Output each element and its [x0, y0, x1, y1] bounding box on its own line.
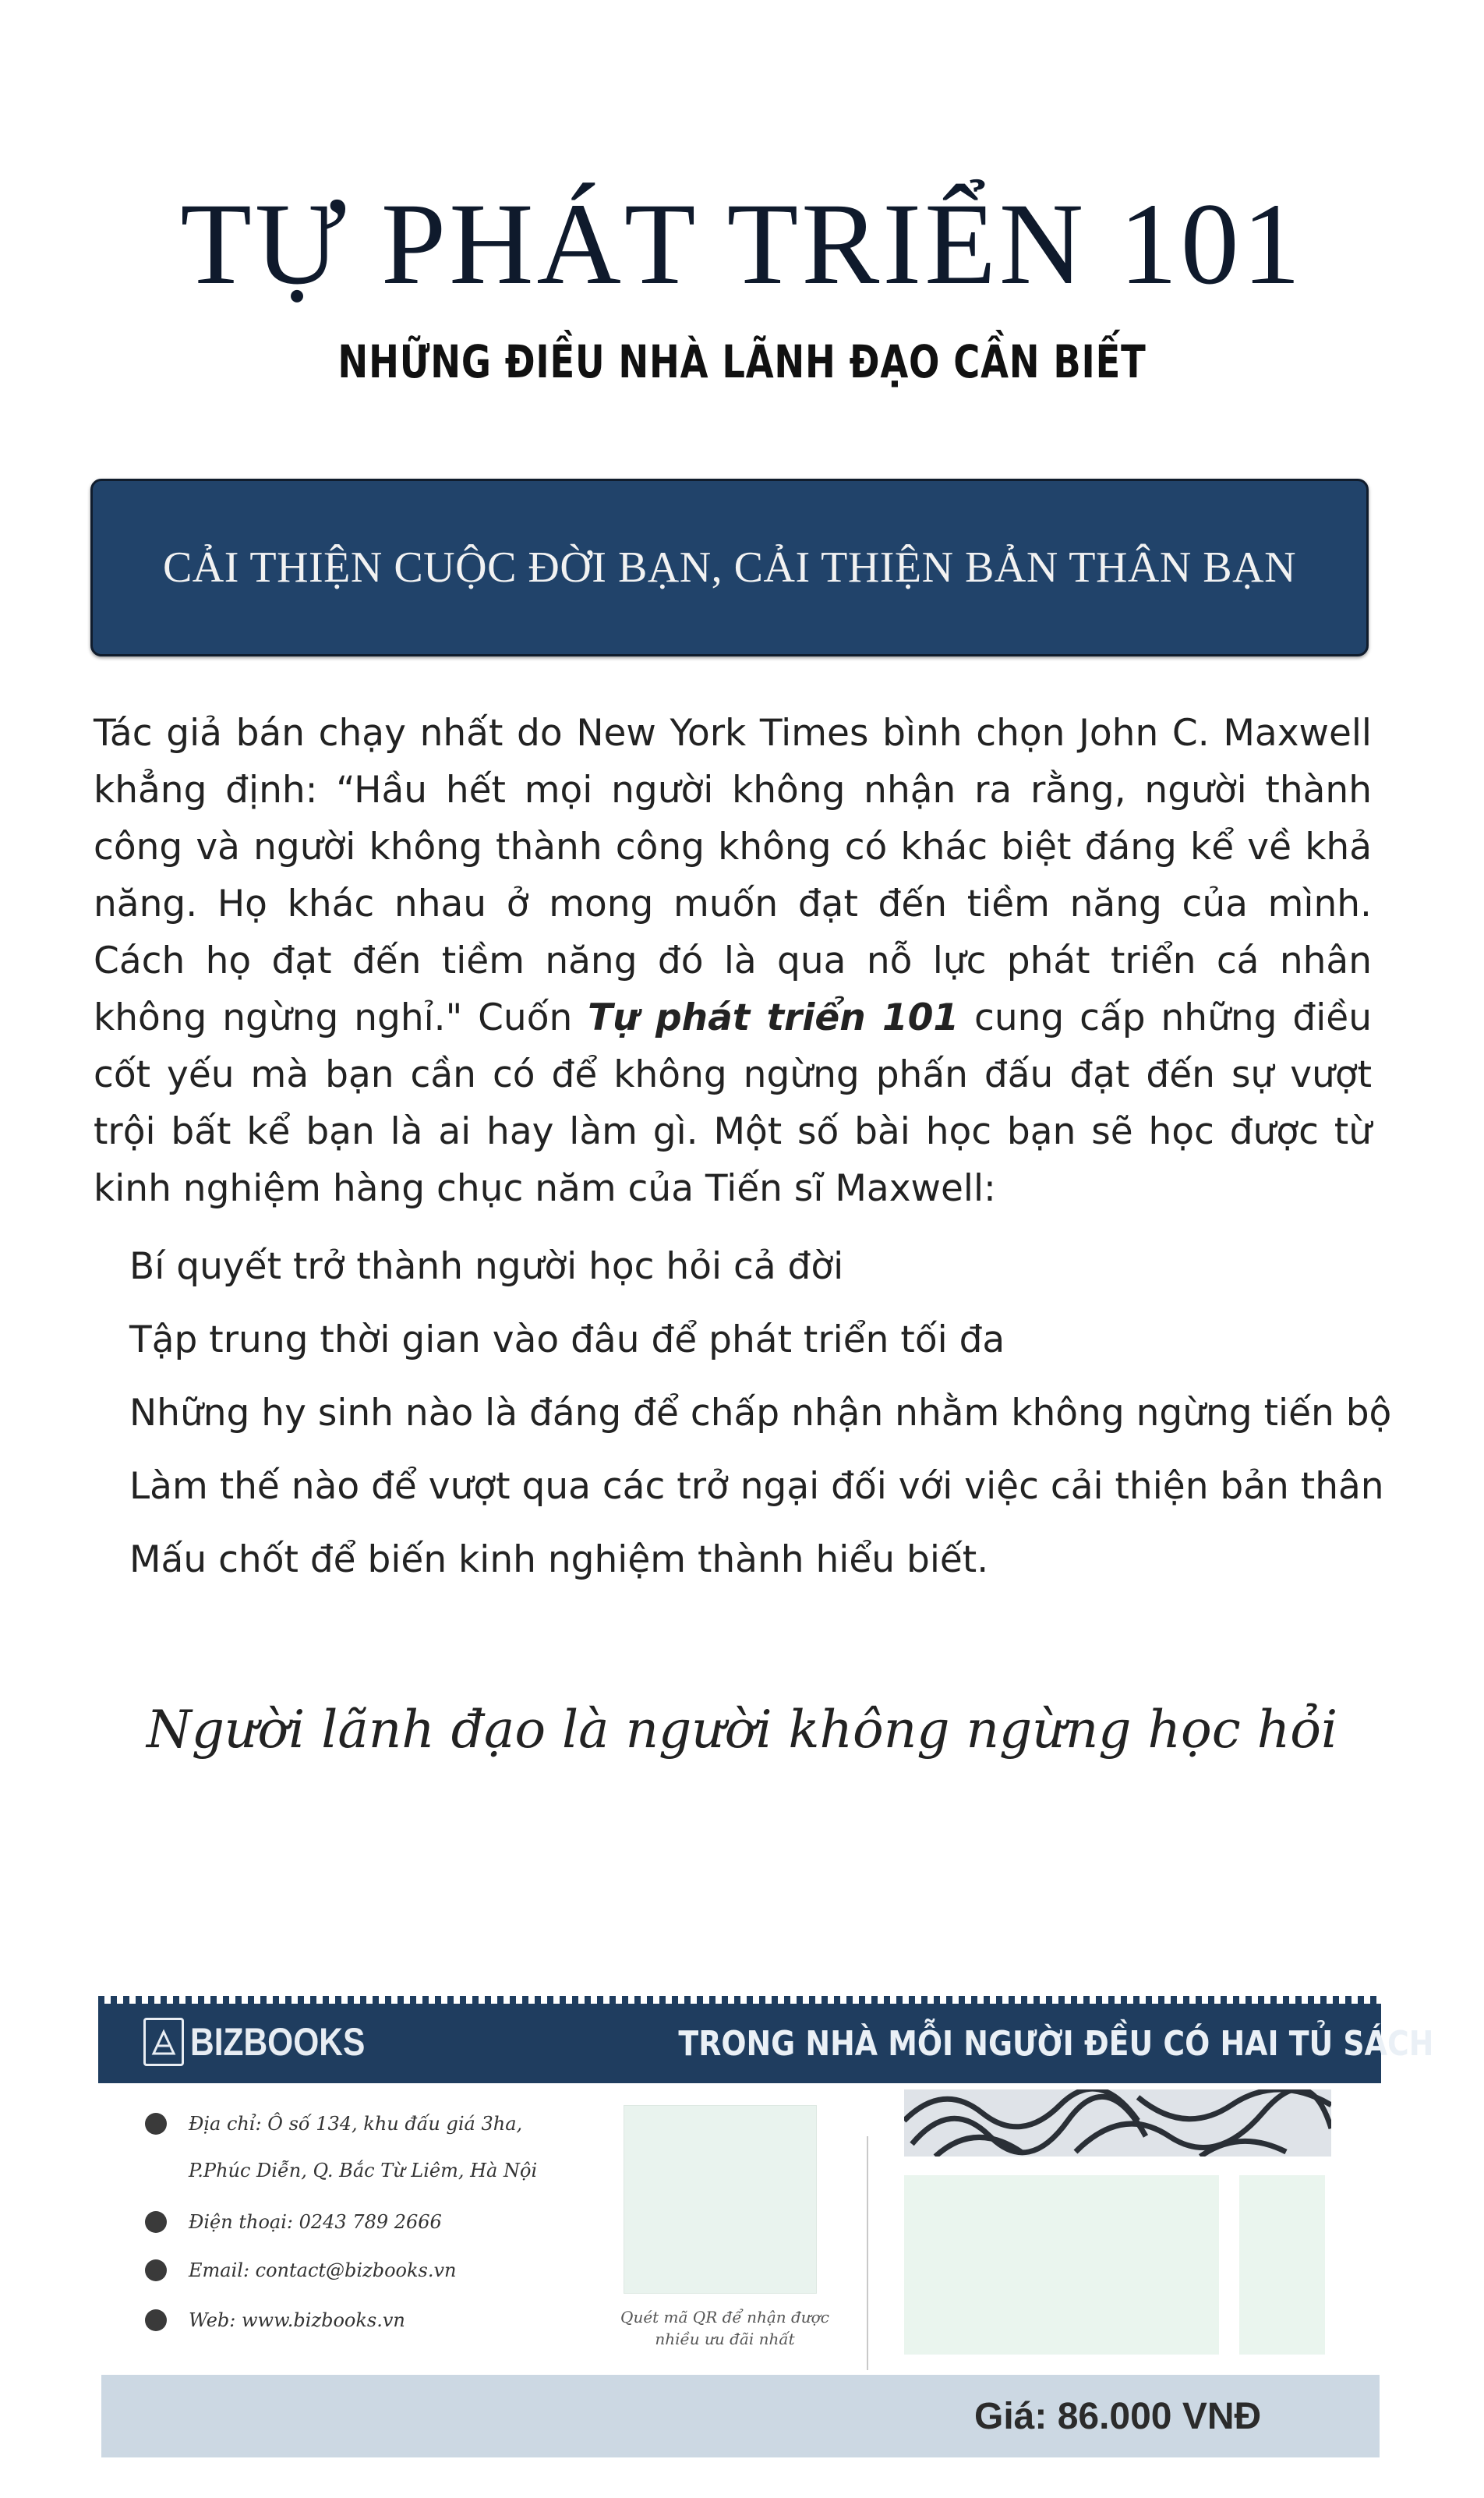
qr-caption: Quét mã QR để nhận được nhiều ưu đãi nhất	[620, 2308, 829, 2348]
footer-divider	[867, 2136, 868, 2370]
description-book-title: Tự phát triển 101	[588, 996, 959, 1039]
bullet-dot-icon	[145, 2309, 167, 2331]
book-title: TỰ PHÁT TRIỂN 101	[180, 179, 1304, 309]
tagline-text: CẢI THIỆN CUỘC ĐỜI BẠN, CẢI THIỆN BẢN THÂN BẠN	[162, 543, 1297, 592]
barcode-addon-placeholder	[1239, 2175, 1325, 2355]
handwritten-quote: Người lãnh đạo là người không ngừng học hỏi	[146, 1700, 1338, 1760]
contact-web	[145, 2309, 405, 2331]
price-label: Giá: 86.000 VNĐ	[974, 2396, 1262, 2437]
publisher-slogan: TRONG NHÀ MỖI NGƯỜI ĐỀU CÓ HAI TỦ SÁCH	[678, 2024, 1434, 2064]
lesson-item: Làm thế nào để vượt qua các trở ngại đối với việc cải thiện bản thân	[129, 1465, 1384, 1508]
description-part-1: Tác giả bán chạy nhất do New York Times bình chọn John C. Maxwell khẳng định: “Hầu hết mọi người không nhận ra rằng, người thành công và người không thành công không có khác biệt đáng kể về khả năng. Họ khác nhau ở mong muốn đạt đến tiềm năng của mình. Cách họ đạt đến tiềm năng đó là qua nỗ lực phát triển cá nhân không ngừng nghỉ." Cuốn	[94, 712, 1372, 1039]
publisher-logo	[143, 2018, 396, 2066]
publisher-name: BIZBOOKS	[190, 2020, 366, 2064]
book-logo-icon	[143, 2018, 184, 2066]
lesson-item: Mấu chốt để biến kinh nghiệm thành hiểu biết.	[129, 1538, 989, 1581]
contact-email	[145, 2259, 457, 2281]
lesson-item: Bí quyết trở thành người học hỏi cả đời	[129, 1245, 844, 1288]
phone-text: Điện thoại: 0243 789 2666	[189, 2211, 442, 2233]
bullet-dot-icon	[145, 2113, 167, 2135]
publisher-strip	[98, 2004, 1434, 2083]
email-text: Email: contact@bizbooks.vn	[189, 2259, 457, 2281]
contact-address-cont	[189, 2160, 537, 2181]
qr-code-placeholder	[624, 2105, 817, 2294]
address-line-1: Địa chỉ: Ô số 134, khu đấu giá 3ha,	[189, 2113, 523, 2135]
lesson-item: Những hy sinh nào là đáng để chấp nhận nhằm không ngừng tiến bộ	[129, 1392, 1392, 1435]
bullet-dot-icon	[145, 2211, 167, 2233]
book-subtitle: NHỮNG ĐIỀU NHÀ LÃNH ĐẠO CẦN BIẾT	[337, 335, 1147, 388]
web-text: Web: www.bizbooks.vn	[189, 2309, 405, 2331]
tagline-banner	[90, 479, 1369, 656]
description-part-2: cung cấp những điều cốt yếu mà bạn cần có để không ngừng phấn đấu đạt đến sự vượt trội bất kể bạn là ai hay làm gì. Một số bài học bạn sẽ học được từ kinh nghiệm hàng chục năm của Tiến sĩ Maxwell:	[94, 996, 1372, 1210]
barcode-placeholder	[904, 2175, 1219, 2355]
address-line-2: P.Phúc Diễn, Q. Bắc Từ Liêm, Hà Nội	[189, 2160, 538, 2181]
contact-address	[145, 2113, 522, 2135]
bullet-dot-icon	[145, 2259, 167, 2281]
lesson-list	[129, 1240, 1392, 1606]
security-pattern	[904, 2089, 1331, 2157]
description-paragraph	[94, 705, 1372, 1217]
strip-edge	[98, 1996, 1381, 2004]
lesson-item: Tập trung thời gian vào đâu để phát triển tối đa	[129, 1318, 1005, 1361]
contact-phone	[145, 2211, 442, 2233]
